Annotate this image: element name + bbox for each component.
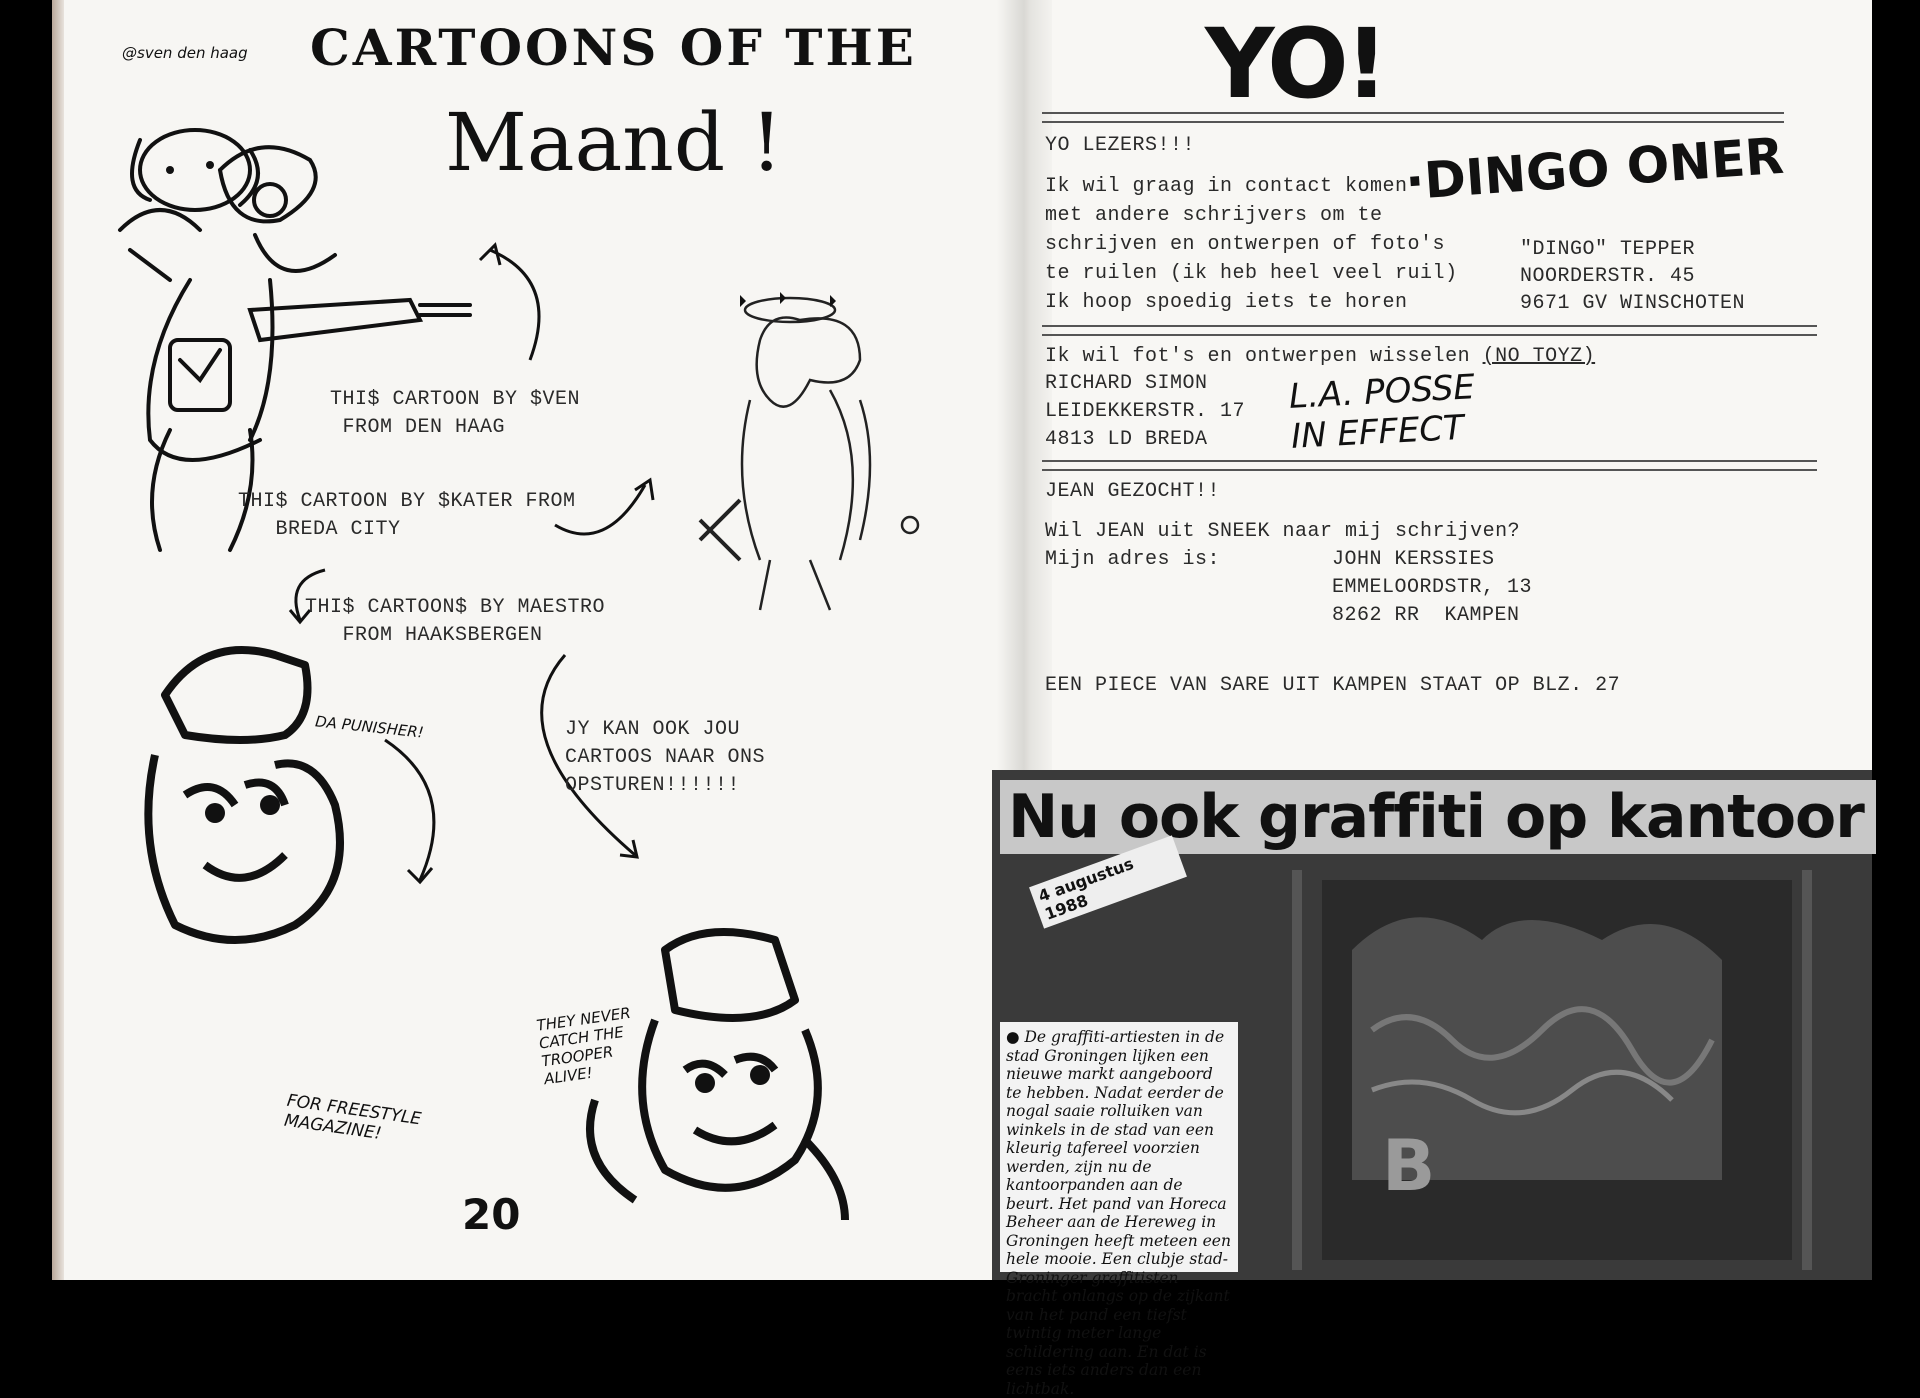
ad1-body: Ik wil graag in contact komen met andere schrijvers om te schrijven en ontwerpen of foto's te ruilen (ik heb heel veel ruil) Ik hoop spoedig iets te horen	[1045, 175, 1458, 314]
tag-dingo-oner: ·DINGO ONER	[1403, 126, 1786, 212]
ad2-text: Ik wil fot's en ontwerpen wisselen	[1045, 345, 1483, 368]
graffiti-letter: B	[1382, 1125, 1436, 1207]
page-number: 20	[462, 1190, 521, 1239]
page-title-line1: CARTOONS OF THE	[310, 18, 917, 77]
ad2-body	[1045, 343, 1595, 371]
news-headline: Nu ook graffiti op kantoor	[1000, 780, 1876, 854]
separator-line	[1042, 112, 1784, 123]
curved-arrow	[470, 240, 580, 370]
caption-send-cartoons: JY KAN OOK JOU CARTOOS NAAR ONS OPSTUREN!!!!!!	[565, 718, 766, 797]
page-edge	[52, 0, 64, 1280]
ad1-heading: YO LEZERS!!!	[1045, 134, 1196, 157]
separator-line	[1042, 325, 1817, 336]
curved-arrow	[380, 730, 460, 890]
tag-da-punisher: DA PUNISHER!	[314, 712, 425, 742]
speech-text: THEY NEVER CATCH THE TROOPER ALIVE!	[535, 1003, 632, 1089]
ad2-no-toyz: (NO TOYZ)	[1482, 345, 1596, 368]
news-article-text: ● De graffiti-artiesten in de stad Groningen lijken een nieuwe markt aangeboord te hebben. Nadat eerder de nogal saaie rolluiken van winkels in de stad van een kleurig tafereel voorzien werden, zijn nu de kantoorpanden aan de beurt. Het pand van Horeca Beheer aan de Hereweg in Groningen heeft meteen een hele mooie. Een clubje stad-Groninger graffitisten bracht onlangs op de zijkant van het pand een tiefst twintig meter lange schildering aan. En dat is eens iets anders dan een lichtbak.	[1000, 1022, 1238, 1272]
separator-line	[1042, 460, 1817, 471]
news-datestamp: 4 augustus 1988	[1029, 835, 1187, 928]
ad2-address: RICHARD SIMON LEIDEKKERSTR. 17 4813 LD BREDA	[1045, 372, 1246, 451]
ad3-heading: JEAN GEZOCHT!!	[1045, 480, 1221, 503]
maestro-cartoon-head	[125, 635, 375, 965]
notice-piece: EEN PIECE VAN SARE UIT KAMPEN STAAT OP BLZ. 27	[1045, 674, 1621, 697]
ad1-address: "DINGO" TEPPER NOORDERSTR. 45 9671 GV WINSCHOTEN	[1520, 238, 1746, 315]
caption-sven: THI$ CARTOON BY $VEN FROM DEN HAAG	[330, 388, 581, 439]
skater-cartoon-illustration	[680, 270, 950, 620]
caption-maestro: THI$ CARTOON$ BY MAESTRO FROM HAAKSBERGEN	[305, 596, 606, 647]
page-title-yo: YO!	[1205, 8, 1385, 120]
tag-la-posse: L.A. POSSE IN EFFECT	[1288, 367, 1476, 457]
ad3-body: Wil JEAN uit SNEEK naar mij schrijven? Mijn adres is:	[1045, 520, 1521, 571]
ad3-address: JOHN KERSSIES EMMELOORDSTR, 13 8262 RR KAMPEN	[1332, 548, 1533, 627]
page-title-line2: Maand !	[445, 96, 783, 189]
caption-skater: THI$ CARTOON BY $KATER FROM BREDA CITY	[238, 490, 576, 541]
signature-top: @sven den haag	[122, 44, 248, 62]
tag-freestyle: FOR FREESTYLE MAGAZINE!	[282, 1090, 423, 1145]
